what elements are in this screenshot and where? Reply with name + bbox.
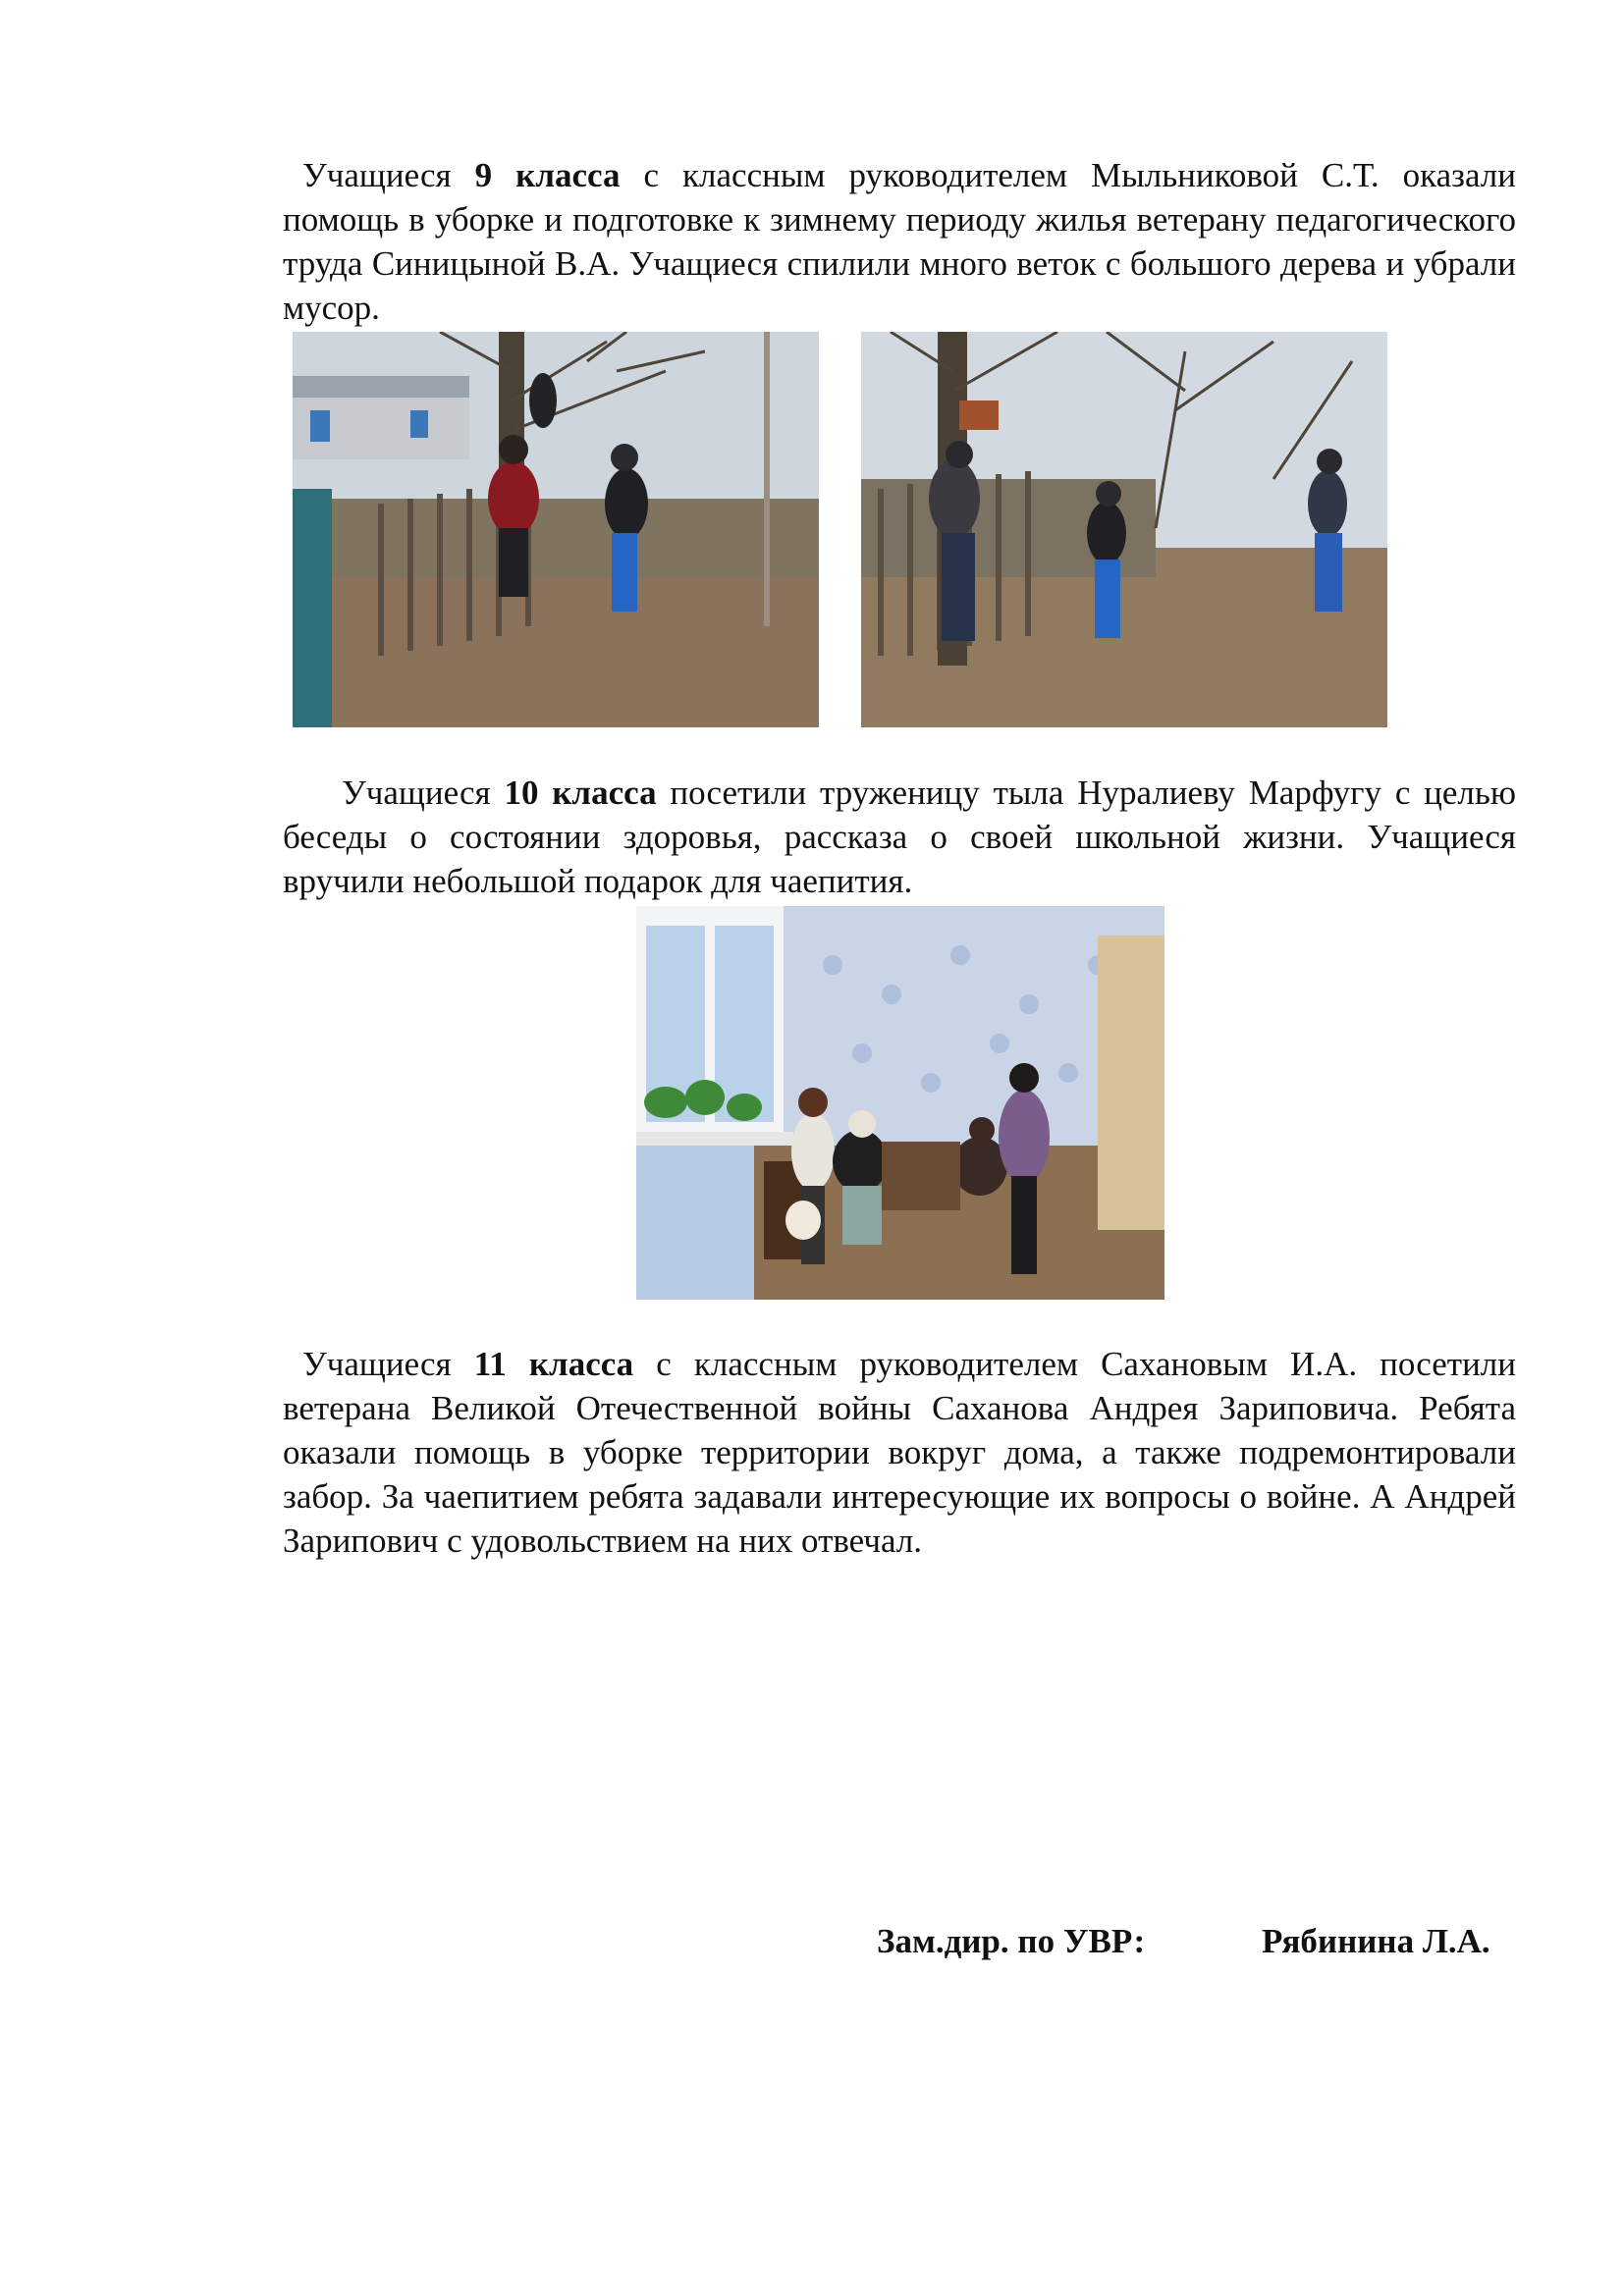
paragraph-class-10	[283, 771, 1516, 903]
photo-tree-cleanup-1	[293, 332, 819, 727]
paragraph-class-9	[283, 153, 1516, 330]
paragraph-lead: Учащиеся	[302, 1345, 474, 1383]
paragraph-lead: Учащиеся	[302, 156, 475, 194]
paragraph-class-11	[283, 1342, 1516, 1563]
paragraph-text: с классным руководителем Мыльниковой С.Т. оказали помощь в уборке и подготовке к зимнему периоду жилья ветерану педагогического труда Синицыной В.А. Учащиеся спилили много веток с большого дерева и убрали мусор.	[283, 156, 1516, 327]
paragraph-text: с классным руководителем Сахановым И.А. посетили ветерана Великой Отечественной войны Саханова Андрея Зариповича. Ребята оказали помощь в уборке территории вокруг дома, а также подремонтировали забор. За чаепитием ребята задавали интересующие их вопросы о войне. А Андрей Зарипович с удовольствием на них отвечал.	[283, 1345, 1517, 1560]
class-label: 9 класса	[474, 156, 621, 194]
photo-tree-cleanup-2	[861, 332, 1387, 727]
paragraph-lead: Учащиеся	[342, 774, 505, 812]
photo-visit-home-front-worker	[636, 906, 1164, 1300]
signature-title: Зам.дир. по УВР:	[877, 1922, 1146, 1960]
class-label: 10 класса	[504, 774, 657, 812]
signature-name: Рябинина Л.А.	[1262, 1922, 1490, 1960]
class-label: 11 класса	[473, 1345, 634, 1383]
paragraph-text: посетили труженицу тыла Нуралиеву Марфугу с целью беседы о состоянии здоровья, рассказа о своей школьной жизни. Учащиеся вручили небольшой подарок для чаепития.	[283, 774, 1517, 900]
